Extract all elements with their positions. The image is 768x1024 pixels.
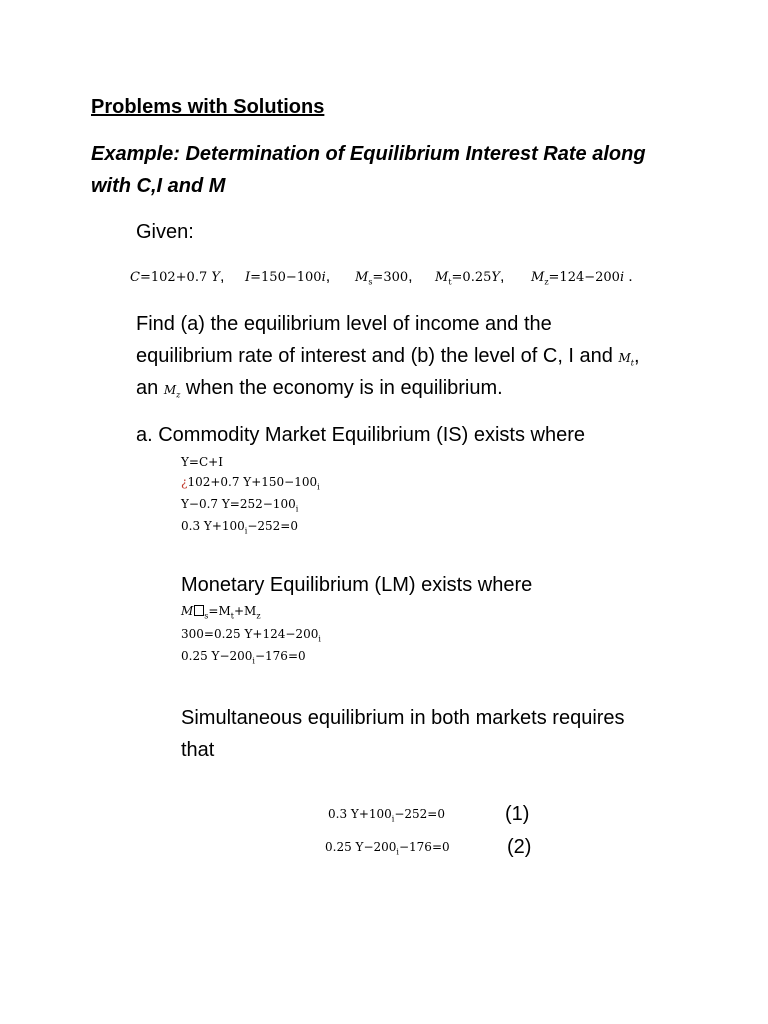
placeholder-box-icon — [194, 605, 204, 616]
given-equation-c: C=102+0.7 Y, — [130, 268, 225, 285]
find-line-2: equilibrium rate of interest and (b) the level of C, I and $M_t$, — [136, 345, 640, 368]
lm-equation-1: M $_s=M_t+M_z$ — [181, 604, 261, 621]
given-equation-ms: $M_s=300$, — [355, 268, 413, 287]
lm-equation-2: 300=0.25 $Y+124-200_i$ — [181, 627, 321, 644]
simultaneous-line-1: Simultaneous equilibrium in both markets requires — [181, 707, 625, 729]
is-equation-3: Y−0.7 $Y=252-100_i$ — [181, 497, 299, 514]
equation-number-1: (1) — [505, 803, 530, 825]
given-equation-i: I=150−100i, — [245, 268, 331, 285]
find-line-3: an $M_z$ when the economy is in equilibrium. — [136, 377, 503, 400]
given-equation-mz: $M_z=124-200i$ . — [531, 268, 633, 287]
given-equation-mt: $M_t=0.25Y$, — [435, 268, 505, 287]
example-heading: Example: Determination of Equilibrium Interest Rate along with C,I and M — [91, 143, 646, 197]
system-equation-2: 0.25 $Y-200_i-176=0$ — [325, 840, 450, 857]
system-equation-1: 0.3 $Y+100_i-252=0$ — [328, 807, 445, 824]
is-equation-1: Y=C+I — [181, 455, 223, 469]
simultaneous-line-2: that — [181, 739, 215, 761]
equation-number-2: (2) — [507, 836, 532, 858]
part-a-heading: a. Commodity Market Equilibrium (IS) exists where — [136, 424, 586, 446]
given-label: Given: — [136, 221, 194, 243]
page-title: Problems with Solutions — [91, 96, 325, 118]
lm-heading: Monetary Equilibrium (LM) exists where — [181, 574, 533, 596]
find-line-1: Find (a) the equilibrium level of income and the — [136, 313, 552, 335]
lm-equation-3: 0.25 $Y-200_i-176=0$ — [181, 649, 306, 666]
is-equation-2: ¿102+0.7 $Y+150-100_i$ — [181, 475, 320, 492]
is-equation-4: 0.3 $Y+100_i-252=0$ — [181, 519, 298, 536]
